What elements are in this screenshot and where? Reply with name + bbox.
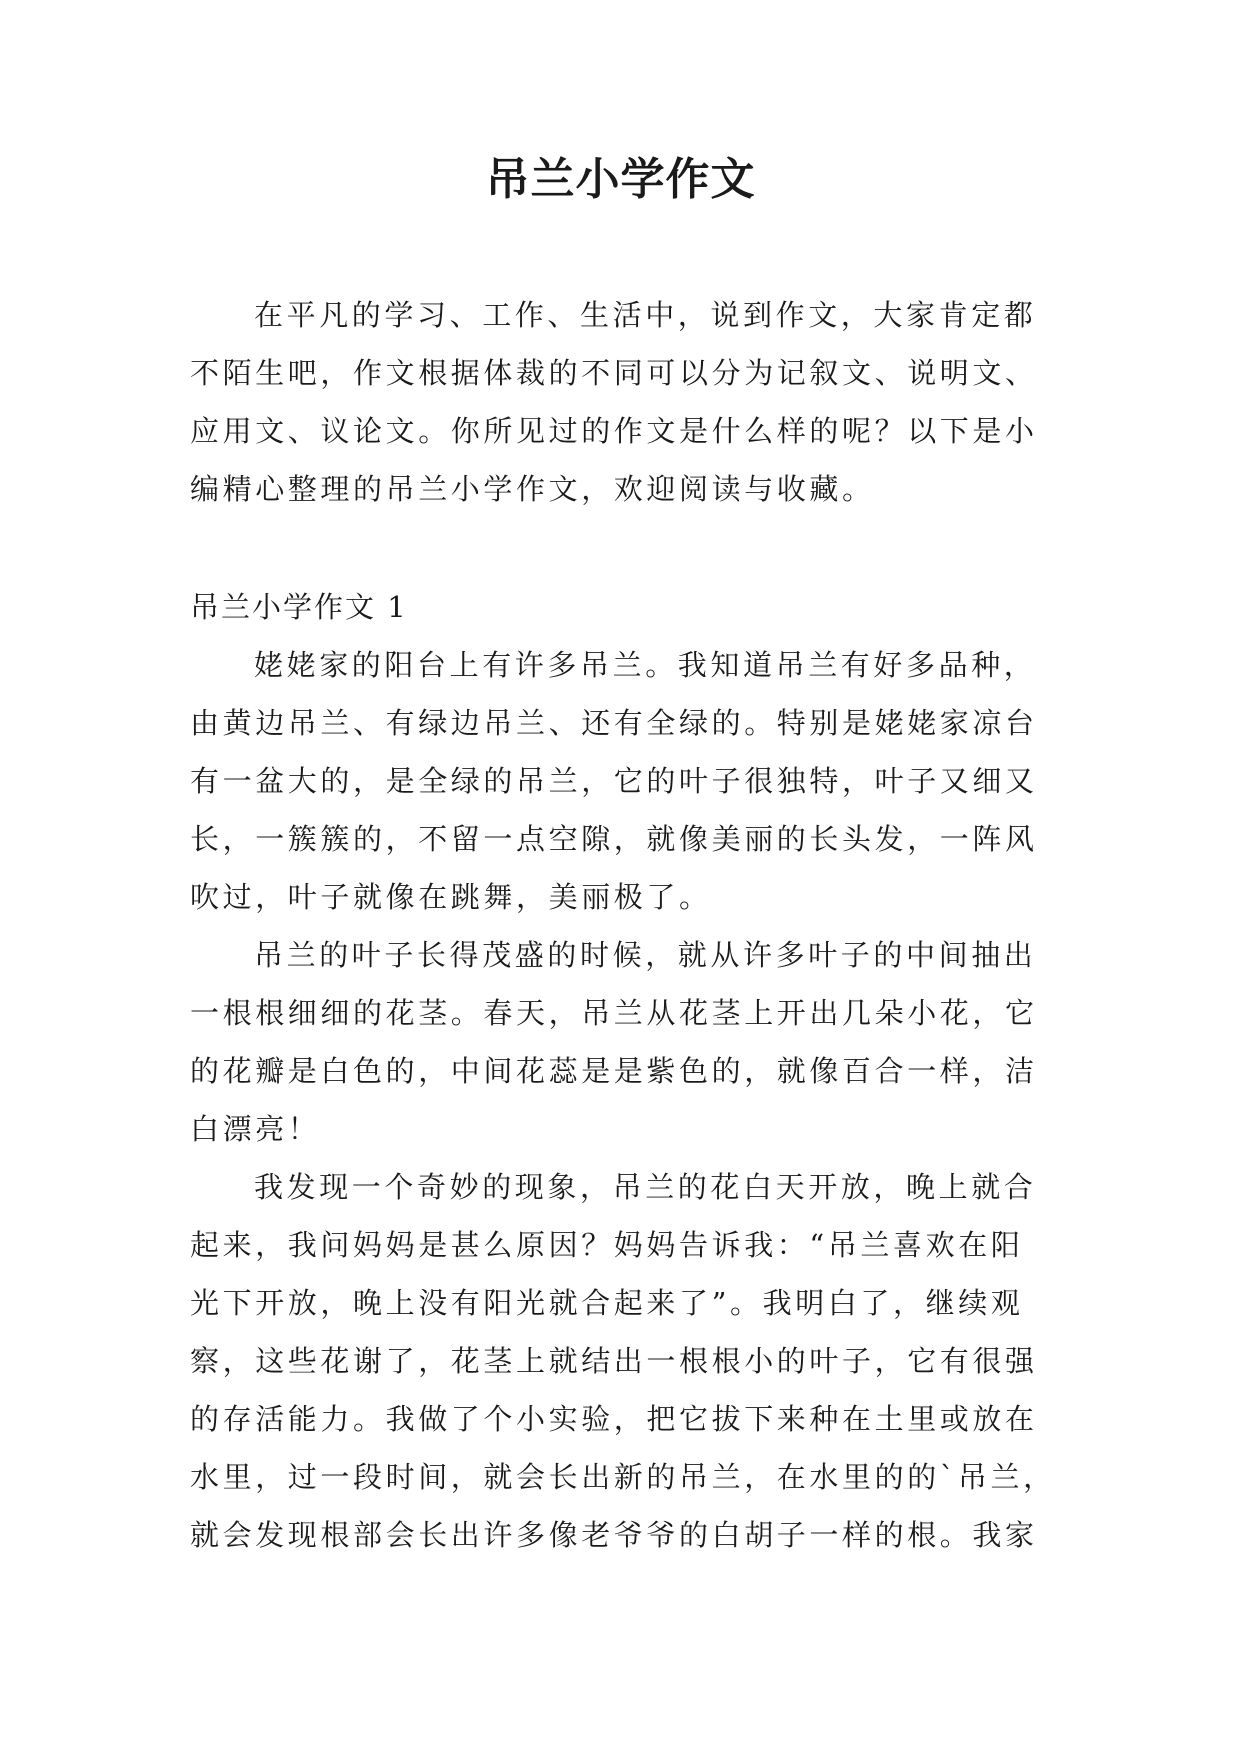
text-line: 由黄边吊兰、有绿边吊兰、还有全绿的。特别是姥姥家凉台 [190, 706, 1038, 740]
text-line: 一根根细细的花茎。春天，吊兰从花茎上开出几朵小花，它 [190, 996, 1038, 1030]
text-line: 察，这些花谢了，花茎上就结出一根根小的叶子，它有很强 [190, 1344, 1038, 1378]
text-line: 在平凡的学习、工作、生活中，说到作文，大家肯定都 [254, 298, 1037, 332]
section-heading: 吊兰小学作文 1 [190, 590, 408, 624]
intro-paragraph [190, 286, 1070, 518]
text-line: 光下开放，晚上没有阳光就合起来了”。我明白了，继续观 [190, 1286, 1024, 1320]
text-line: 不陌生吧，作文根据体裁的不同可以分为记叙文、说明文、 [190, 356, 1038, 390]
text-line: 吊兰的叶子长得茂盛的时候，就从许多叶子的中间抽出 [254, 938, 1037, 972]
text-line: 我发现一个奇妙的现象，吊兰的花白天开放，晚上就合 [254, 1170, 1037, 1204]
text-line: 的存活能力。我做了个小实验，把它拔下来种在土里或放在 [190, 1402, 1038, 1436]
text-line: 白漂亮！ [190, 1112, 321, 1146]
text-line: 有一盆大的，是全绿的吊兰，它的叶子很独特，叶子又细又 [190, 764, 1038, 798]
text-line: 应用文、议论文。你所见过的作文是什么样的呢？以下是小 [190, 414, 1038, 448]
text-line: 吹过，叶子就像在跳舞，美丽极了。 [190, 880, 712, 914]
text-line: 的花瓣是白色的，中间花蕊是是紫色的，就像百合一样，洁 [190, 1054, 1038, 1088]
text-line: 编精心整理的吊兰小学作文，欢迎阅读与收藏。 [190, 472, 875, 506]
text-line: 长，一簇簇的，不留一点空隙，就像美丽的长头发，一阵风 [190, 822, 1038, 856]
text-line: 水里，过一段时间，就会长出新的吊兰，在水里的的`吊兰， [190, 1460, 1056, 1494]
text-line: 就会发现根部会长出许多像老爷爷的白胡子一样的根。我家 [190, 1518, 1038, 1552]
paragraph-1 [190, 636, 1070, 926]
document-title: 吊兰小学作文 [485, 154, 756, 205]
text-line: 起来，我问妈妈是甚么原因？妈妈告诉我：“吊兰喜欢在阳 [190, 1228, 1024, 1262]
paragraph-2 [190, 926, 1070, 1158]
paragraph-3 [190, 1158, 1070, 1564]
text-line: 姥姥家的阳台上有许多吊兰。我知道吊兰有好多品种， [254, 648, 1037, 682]
